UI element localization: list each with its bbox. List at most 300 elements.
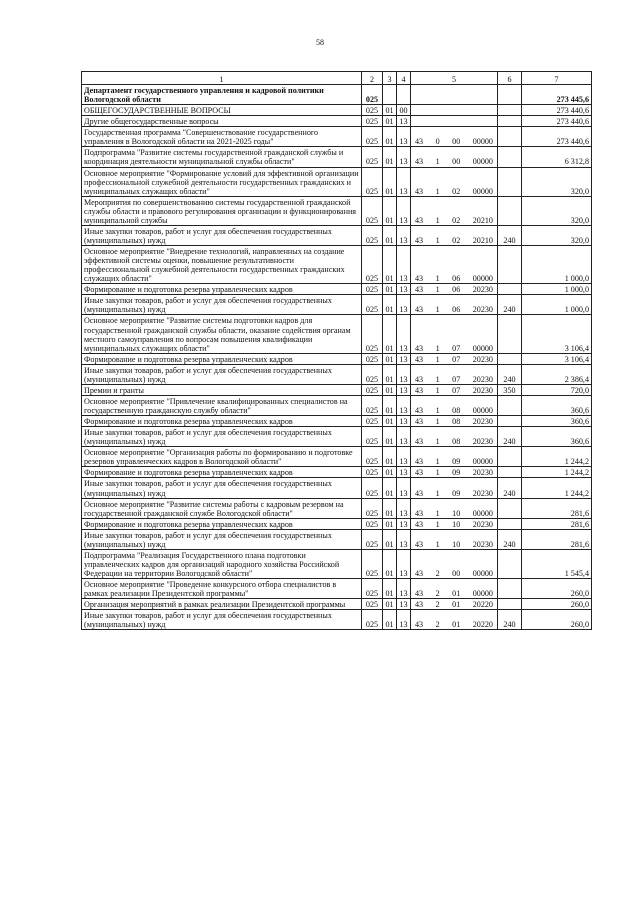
table-row [82,610,592,630]
section-code: 01 [383,167,397,196]
table-row [82,116,592,127]
target-article-part: 00000 [472,406,493,415]
subsection-code: 13 [397,416,411,427]
subsection-code: 13 [397,127,411,147]
subsection-code: 13 [397,518,411,529]
subsection-code [397,85,411,105]
table-row [82,246,592,284]
section-code: 01 [383,518,397,529]
target-article-part: 00000 [472,508,493,518]
target-article-part: 43 [415,468,424,478]
table-row [82,105,592,116]
expense-type-code [498,147,522,167]
row-name: Основное мероприятие "Организация работы по формированию и подготовке резервов управленческих кадров в Вологодской области" [82,447,362,467]
section-code: 01 [383,416,397,427]
row-name: Основное мероприятие "Развитие системы работы с кадровым резервом на государственной гражданской службе Вологодской области" [82,498,362,518]
target-article-part: 20230 [472,417,493,427]
section-code: 01 [383,579,397,599]
ministry-code: 025 [362,364,383,384]
target-article-part: 1 [435,385,440,395]
target-article-part: 43 [415,519,424,529]
subsection-code: 13 [397,467,411,478]
table-row [82,353,592,364]
section-code: 01 [383,427,397,447]
ministry-code: 025 [362,295,383,315]
target-article-code [411,196,498,225]
target-article-part: 1 [435,274,440,284]
amount: 273 445,6 [522,85,592,105]
amount: 2 386,4 [522,364,592,384]
target-article-parts [411,274,497,283]
target-article-part: 1 [435,417,440,427]
ministry-code: 025 [362,498,383,518]
target-article-part: 20230 [472,539,493,549]
subsection-code: 13 [397,353,411,364]
target-article-part: 43 [415,539,424,549]
subsection-code: 13 [397,498,411,518]
ministry-code: 025 [362,529,383,549]
header-cell: 1 [82,72,362,85]
target-article-part: 43 [415,186,424,196]
subsection-code: 13 [397,116,411,127]
table-row [82,147,592,167]
subsection-code: 13 [397,295,411,315]
subsection-code: 13 [397,549,411,578]
amount: 273 440,6 [522,105,592,116]
table-row [82,518,592,529]
target-article-parts [411,437,497,446]
target-article-part: 09 [452,488,461,498]
table-row [82,467,592,478]
section-code [383,85,397,105]
ministry-code: 025 [362,447,383,467]
target-article-parts [411,305,497,314]
ministry-code: 025 [362,579,383,599]
ministry-code: 025 [362,116,383,127]
amount: 6 312,8 [522,147,592,167]
table-row [82,364,592,384]
section-code: 01 [383,353,397,364]
target-article-part: 08 [452,406,461,415]
target-article-part: 1 [435,457,440,467]
section-code: 01 [383,105,397,116]
target-article-part: 00000 [472,457,493,467]
target-article-code [411,416,498,427]
table-row [82,549,592,578]
section-code: 01 [383,315,397,353]
row-name: Премии и гранты [82,384,362,395]
target-article-part: 01 [452,589,461,599]
amount: 3 106,4 [522,353,592,364]
target-article-part: 06 [452,274,461,284]
expense-type-code [498,416,522,427]
section-code: 01 [383,549,397,578]
row-name: Другие общегосударственные вопросы [82,116,362,127]
budget-table [81,71,592,630]
target-article-part: 43 [415,343,424,353]
target-article-parts [411,187,497,196]
section-code: 01 [383,225,397,245]
target-article-part: 10 [452,519,461,529]
subsection-code: 13 [397,579,411,599]
ministry-code: 025 [362,315,383,353]
ministry-code: 025 [362,85,383,105]
expense-type-code: 240 [498,427,522,447]
target-article-part: 43 [415,157,424,167]
target-article-code [411,167,498,196]
target-article-part: 43 [415,589,424,599]
target-article-part: 1 [435,488,440,498]
row-name: Формирование и подготовка резерва управленческих кадров [82,353,362,364]
ministry-code: 025 [362,353,383,364]
ministry-code: 025 [362,478,383,498]
section-code: 01 [383,246,397,284]
target-article-code [411,427,498,447]
target-article-code [411,225,498,245]
table-row [82,478,592,498]
amount: 281,6 [522,518,592,529]
target-article-part: 1 [435,519,440,529]
ministry-code: 025 [362,284,383,295]
table-row [82,225,592,245]
expense-type-code [498,518,522,529]
target-article-parts [411,236,497,245]
target-article-part: 00000 [472,569,493,578]
target-article-part: 1 [435,508,440,518]
target-article-parts [411,520,497,529]
row-name: Иные закупки товаров, работ и услуг для обеспечения государственных (муниципальных) нужд [82,478,362,498]
target-article-part: 1 [435,343,440,353]
target-article-part: 1 [435,354,440,364]
target-article-parts [411,540,497,549]
target-article-code [411,295,498,315]
section-code: 01 [383,529,397,549]
table-row [82,427,592,447]
expense-type-code [498,85,522,105]
target-article-part: 00 [452,157,461,167]
amount: 260,0 [522,610,592,630]
ministry-code: 025 [362,167,383,196]
row-name: Организация мероприятий в рамках реализации Президентской программы [82,599,362,610]
row-name: Основное мероприятие "Проведение конкурсного отбора специалистов в рамках реализации Президентской программы" [82,579,362,599]
target-article-code [411,85,498,105]
row-name: Основное мероприятие "Привлечение квалифицированных специалистов на государственную гражданскую службу области" [82,395,362,415]
ministry-code: 025 [362,599,383,610]
target-article-part: 43 [415,488,424,498]
target-article-part: 00 [452,569,461,578]
target-article-part: 00000 [472,274,493,284]
section-code: 01 [383,284,397,295]
row-name: Основное мероприятие "Развитие системы подготовки кадров для государственной гражданской службы области, оказание содействия органам местного самоуправления по вопросам повышения квалификации муниципальных служащих области" [82,315,362,353]
target-article-code [411,467,498,478]
subsection-code: 13 [397,246,411,284]
target-article-part: 10 [452,508,461,518]
amount: 1 000,0 [522,246,592,284]
table-row [82,127,592,147]
ministry-code: 025 [362,105,383,116]
expense-type-code [498,284,522,295]
target-article-part: 2 [435,620,440,630]
amount: 281,6 [522,529,592,549]
header-cell: 7 [522,72,592,85]
target-article-parts [411,569,497,578]
row-name: Формирование и подготовка резерва управленческих кадров [82,467,362,478]
target-article-part: 20220 [472,620,493,630]
target-article-parts [411,509,497,518]
target-article-part: 20230 [472,285,493,295]
target-article-part: 02 [452,235,461,245]
amount: 3 106,4 [522,315,592,353]
target-article-part: 2 [435,600,440,610]
target-article-part: 20230 [472,374,493,384]
target-article-part: 08 [452,417,461,427]
expense-type-code [498,116,522,127]
target-article-parts [411,355,497,364]
ministry-code: 025 [362,127,383,147]
subsection-code: 13 [397,529,411,549]
target-article-part: 43 [415,417,424,427]
target-article-part: 1 [435,157,440,167]
section-code: 01 [383,196,397,225]
table-row [82,416,592,427]
header-cell: 4 [397,72,411,85]
target-article-part: 1 [435,285,440,295]
target-article-part: 43 [415,285,424,295]
target-article-code [411,529,498,549]
amount: 1 545,4 [522,549,592,578]
subsection-code: 13 [397,167,411,196]
target-article-code [411,315,498,353]
amount: 360,6 [522,427,592,447]
target-article-part: 09 [452,457,461,467]
target-article-code [411,549,498,578]
amount: 260,0 [522,579,592,599]
target-article-part: 20230 [472,519,493,529]
target-article-part: 02 [452,186,461,196]
target-article-part: 43 [415,215,424,225]
table-row [82,315,592,353]
row-name: Иные закупки товаров, работ и услуг для обеспечения государственных (муниципальных) нужд [82,225,362,245]
row-name: Иные закупки товаров, работ и услуг для обеспечения государственных (муниципальных) нужд [82,427,362,447]
target-article-part: 43 [415,437,424,447]
table-row [82,167,592,196]
target-article-part: 1 [435,215,440,225]
target-article-part: 07 [452,343,461,353]
target-article-part: 00000 [472,157,493,167]
target-article-parts [411,216,497,225]
expense-type-code [498,167,522,196]
amount: 1 000,0 [522,284,592,295]
target-article-part: 00000 [472,186,493,196]
ministry-code: 025 [362,395,383,415]
target-article-part: 1 [435,437,440,447]
subsection-code: 13 [397,384,411,395]
expense-type-code [498,353,522,364]
ministry-code: 025 [362,196,383,225]
target-article-parts [411,620,497,629]
target-article-part: 43 [415,457,424,467]
expense-type-code [498,395,522,415]
expense-type-code: 350 [498,384,522,395]
amount: 360,6 [522,395,592,415]
target-article-part: 43 [415,137,424,147]
row-name: Формирование и подготовка резерва управленческих кадров [82,518,362,529]
amount: 273 440,6 [522,116,592,127]
target-article-parts [411,386,497,395]
target-article-code [411,447,498,467]
target-article-part: 43 [415,600,424,610]
target-article-parts [411,600,497,609]
section-code: 01 [383,395,397,415]
target-article-parts [411,375,497,384]
target-article-part: 1 [435,235,440,245]
section-code: 01 [383,478,397,498]
row-name: Формирование и подготовка резерва управленческих кадров [82,416,362,427]
subsection-code: 13 [397,284,411,295]
ministry-code: 025 [362,225,383,245]
subsection-code: 13 [397,315,411,353]
expense-type-code: 240 [498,610,522,630]
target-article-code [411,105,498,116]
row-name: Формирование и подготовка резерва управленческих кадров [82,284,362,295]
target-article-part: 07 [452,374,461,384]
expense-type-code [498,127,522,147]
row-name: Иные закупки товаров, работ и услуг для обеспечения государственных (муниципальных) нужд [82,295,362,315]
subsection-code: 13 [397,427,411,447]
table-row [82,284,592,295]
amount: 320,0 [522,167,592,196]
target-article-part: 02 [452,215,461,225]
table-row [82,395,592,415]
subsection-code: 13 [397,395,411,415]
target-article-part: 1 [435,539,440,549]
target-article-code [411,353,498,364]
target-article-code [411,610,498,630]
expense-type-code: 240 [498,478,522,498]
target-article-part: 20230 [472,385,493,395]
expense-type-code: 240 [498,295,522,315]
expense-type-code [498,105,522,116]
ministry-code: 025 [362,246,383,284]
target-article-code [411,478,498,498]
target-article-part: 43 [415,620,424,630]
target-article-code [411,579,498,599]
target-article-part: 1 [435,305,440,315]
target-article-part: 1 [435,374,440,384]
target-article-part: 20230 [472,305,493,315]
expense-type-code [498,467,522,478]
header-cell: 6 [498,72,522,85]
target-article-parts [411,589,497,598]
target-article-part: 43 [415,569,424,578]
amount: 1 244,2 [522,467,592,478]
ministry-code: 025 [362,610,383,630]
header-cell: 5 [411,72,498,85]
ministry-code: 025 [362,147,383,167]
section-code: 01 [383,599,397,610]
target-article-part: 20230 [472,468,493,478]
row-name: Иные закупки товаров, работ и услуг для обеспечения государственных (муниципальных) нужд [82,610,362,630]
target-article-part: 2 [435,589,440,599]
row-name: Департамент государственного управления и кадровой политики Вологодской области [82,85,362,105]
section-code: 01 [383,147,397,167]
target-article-part: 08 [452,437,461,447]
target-article-parts [411,457,497,466]
expense-type-code [498,447,522,467]
target-article-part: 20210 [472,215,493,225]
table-header-row [82,72,592,85]
target-article-part: 07 [452,354,461,364]
amount: 1 244,2 [522,478,592,498]
target-article-code [411,127,498,147]
target-article-code [411,395,498,415]
target-article-part: 20230 [472,488,493,498]
target-article-code [411,498,498,518]
row-name: Государственная программа "Совершенствование государственного управления в Вологодской области на 2021-2025 годы" [82,127,362,147]
ministry-code: 025 [362,518,383,529]
expense-type-code: 240 [498,529,522,549]
amount: 720,0 [522,384,592,395]
section-code: 01 [383,610,397,630]
target-article-part: 1 [435,406,440,415]
row-name: Подпрограмма "Реализация Государственного плана подготовки управленческих кадров для организаций народного хозяйства Российской Федерации на территории Вологодской области" [82,549,362,578]
target-article-parts [411,417,497,426]
amount: 320,0 [522,225,592,245]
expense-type-code [498,549,522,578]
subsection-code: 13 [397,478,411,498]
expense-type-code: 240 [498,364,522,384]
target-article-code [411,384,498,395]
subsection-code: 13 [397,447,411,467]
subsection-code: 13 [397,364,411,384]
target-article-part: 09 [452,468,461,478]
target-article-code [411,518,498,529]
amount: 260,0 [522,599,592,610]
subsection-code: 13 [397,599,411,610]
target-article-part: 20220 [472,600,493,610]
row-name: Иные закупки товаров, работ и услуг для обеспечения государственных (муниципальных) нужд [82,529,362,549]
target-article-part: 43 [415,374,424,384]
target-article-part: 00000 [472,137,493,147]
table-row [82,196,592,225]
target-article-part: 43 [415,508,424,518]
amount: 360,6 [522,416,592,427]
table-row [82,529,592,549]
page-number: 58 [316,38,324,47]
ministry-code: 025 [362,427,383,447]
target-article-part: 01 [452,620,461,630]
target-article-part: 01 [452,600,461,610]
amount: 273 440,6 [522,127,592,147]
ministry-code: 025 [362,467,383,478]
target-article-parts [411,137,497,146]
section-code: 01 [383,364,397,384]
section-code: 01 [383,127,397,147]
target-article-code [411,364,498,384]
header-cell: 2 [362,72,383,85]
target-article-part: 1 [435,186,440,196]
table-row [82,295,592,315]
expense-type-code: 240 [498,225,522,245]
target-article-part: 2 [435,569,440,578]
ministry-code: 025 [362,549,383,578]
section-code: 01 [383,447,397,467]
target-article-part: 43 [415,406,424,415]
target-article-parts [411,489,497,498]
ministry-code: 025 [362,384,383,395]
target-article-part: 0 [435,137,440,147]
row-name: Мероприятия по совершенствованию системы государственной гражданской службы области и правового регулирования организации и функционирования муниципальной службы [82,196,362,225]
